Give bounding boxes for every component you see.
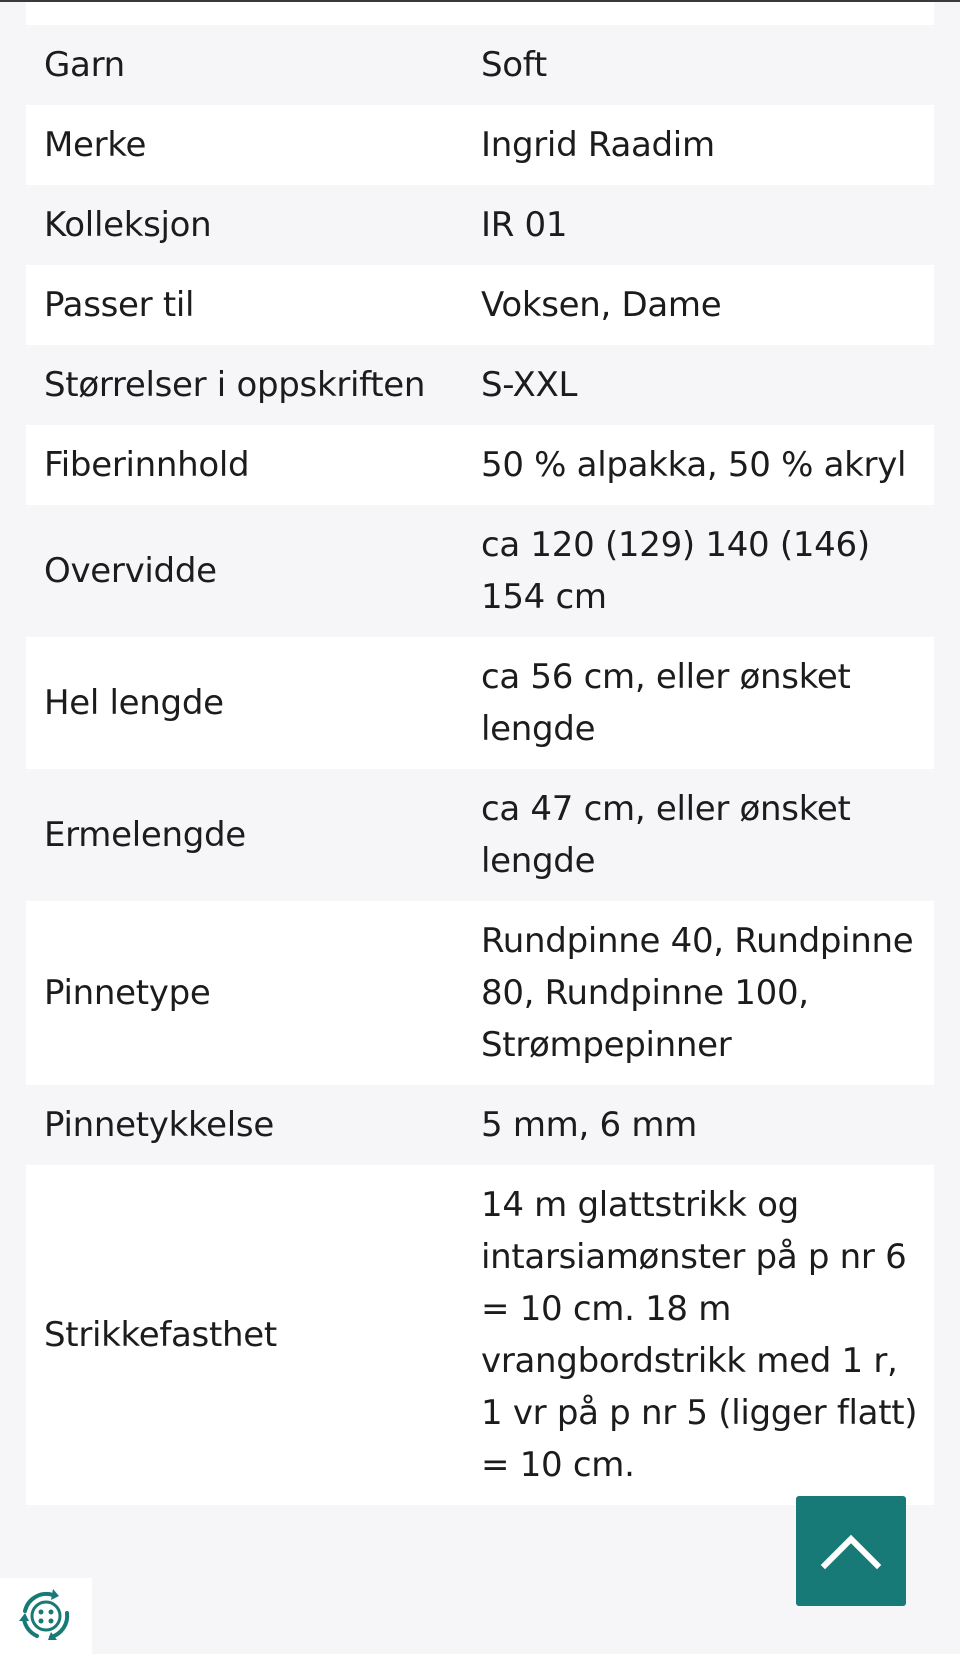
- spec-value: 50 % alpakka, 50 % akryl: [481, 445, 907, 485]
- spec-value: IR 01: [481, 205, 568, 245]
- spec-row-merke: [26, 105, 934, 185]
- spec-value: 5 mm, 6 mm: [481, 1105, 697, 1145]
- table-top-edge: [26, 2, 934, 25]
- spec-label: Pinnetype: [44, 973, 211, 1013]
- spec-label: Overvidde: [44, 551, 217, 591]
- spec-value: Rundpinne 40, Rundpinne 80, Rundpinne 100, Strømpepinner: [481, 921, 914, 1065]
- spec-row-ermelengde: [26, 769, 934, 901]
- spec-value: Soft: [481, 45, 547, 85]
- spec-value: ca 47 cm, eller ønsket lengde: [481, 789, 851, 881]
- spec-label: Passer til: [44, 285, 195, 325]
- spec-label: Fiberinnhold: [44, 445, 250, 485]
- recycle-widget-button[interactable]: [0, 1578, 92, 1654]
- spec-value: ca 56 cm, eller ønsket lengde: [481, 657, 851, 749]
- spec-label: Strikkefasthet: [44, 1315, 277, 1355]
- spec-row-strikkefasthet: [26, 1165, 934, 1505]
- spec-label: Garn: [44, 45, 125, 85]
- spec-label: Kolleksjon: [44, 205, 212, 245]
- spec-value: Ingrid Raadim: [481, 125, 715, 165]
- spec-label: Størrelser i oppskriften: [44, 365, 426, 405]
- chevron-up-icon: [819, 1531, 883, 1571]
- spec-value: Voksen, Dame: [481, 285, 722, 325]
- spec-label: Merke: [44, 125, 147, 165]
- spec-row-overvidde: [26, 505, 934, 637]
- spec-label: Ermelengde: [44, 815, 246, 855]
- spec-value: S-XXL: [481, 365, 578, 405]
- spec-label: Pinnetykkelse: [44, 1105, 274, 1145]
- spec-row-pinnetype: [26, 901, 934, 1085]
- recycle-widget-icon: [13, 1583, 79, 1649]
- spec-row-kolleksjon: [26, 185, 934, 265]
- spec-label: Hel lengde: [44, 683, 224, 723]
- spec-value: 14 m glattstrikk og intarsiamønster på p nr 6 = 10 cm. 18 m vrangbordstrikk med 1 r, 1 vr på p nr 5 (ligger flatt) = 10 cm.: [481, 1185, 918, 1485]
- spec-row-passer-til: [26, 265, 934, 345]
- spec-row-fiberinnhold: [26, 425, 934, 505]
- spec-row-pinnetykkelse: [26, 1085, 934, 1165]
- pattern-spec-table: [26, 25, 934, 1505]
- spec-row-hel-lengde: [26, 637, 934, 769]
- spec-row-storrelser: [26, 345, 934, 425]
- back-to-top-button[interactable]: [796, 1496, 906, 1606]
- spec-value: ca 120 (129) 140 (146) 154 cm: [481, 525, 870, 617]
- spec-row-garn: [26, 25, 934, 105]
